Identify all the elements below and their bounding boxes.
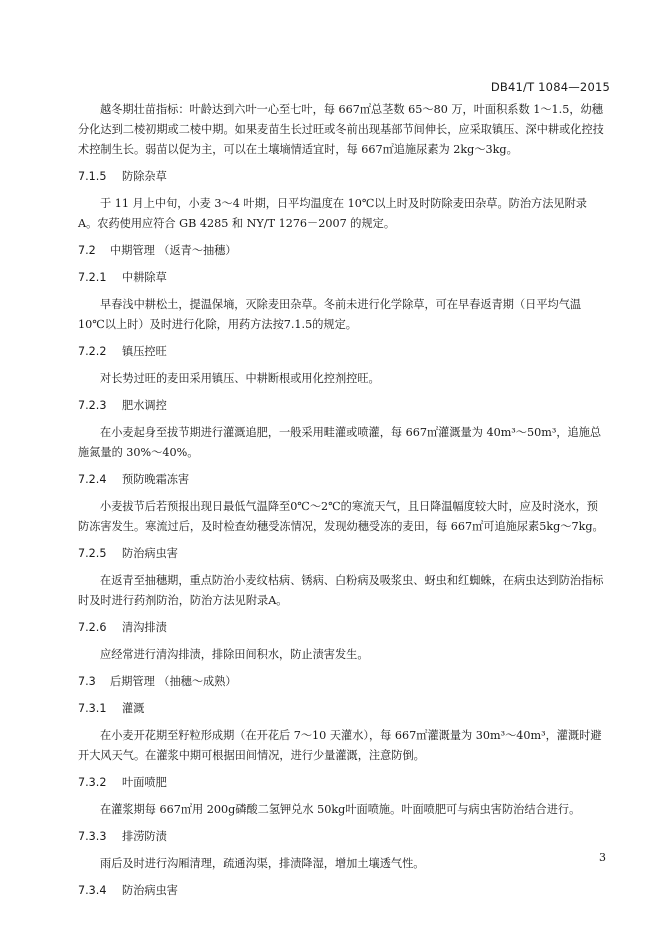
heading-number: 7.2.2 (78, 345, 107, 358)
heading-number: 7.3.1 (78, 702, 107, 715)
heading-number: 7.2.5 (78, 547, 107, 560)
subsection-heading (78, 342, 608, 362)
subsection-heading (78, 167, 608, 187)
heading-number: 7.1.5 (78, 170, 107, 183)
heading-title: 中耕除草 (122, 271, 167, 284)
body-paragraph: 越冬期壮苗指标：叶龄达到六叶一心至七叶，每 667㎡总茎数 65～80 万，叶面积系数 1～1.5，幼穗分化达到二棱初期或二棱中期。如果麦苗生长过旺或冬前出现基部节间伸长，应采取镇压、深中耕或化控技术控制生长。弱苗以促为主，可以在土壤墒情适宜时，每 667㎡追施尿素为 2kg～3kg。 (78, 103, 604, 156)
subsection-heading (78, 396, 608, 416)
heading-title: 清沟排渍 (122, 621, 167, 634)
body-paragraph: 在灌浆期每 667㎡用 200g磷酸二氢钾兑水 50kg叶面喷施。叶面喷肥可与病虫害防治结合进行。 (100, 803, 581, 816)
heading-title: 肥水调控 (122, 399, 167, 412)
heading-title: 灌溉 (122, 702, 145, 715)
section-heading (78, 672, 608, 692)
standard-number: DB41/T 1084—2015 (490, 80, 610, 94)
heading-number: 7.3.2 (78, 776, 107, 789)
heading-number: 7.2.6 (78, 621, 107, 634)
heading-title: 防治病虫害 (122, 884, 178, 897)
subsection-heading (78, 618, 608, 638)
heading-number: 7.2.4 (78, 473, 107, 486)
subsection-heading (78, 773, 608, 793)
subsection-heading (78, 881, 608, 901)
heading-number: 7.2.1 (78, 271, 107, 284)
heading-title: 防除杂草 (122, 170, 167, 183)
heading-number: 7.2.3 (78, 399, 107, 412)
heading-number: 7.3.4 (78, 884, 107, 897)
heading-number: 7.2 (78, 244, 96, 257)
body-paragraph: 对长势过旺的麦田采用镇压、中耕断根或用化控剂控旺。 (100, 372, 380, 385)
body-paragraph: 在小麦起身至拔节期进行灌溉追肥，一般采用畦灌或喷灌，每 667㎡灌溉量为 40m³～50m³，追施总施氮量的 30%～40%。 (78, 426, 602, 459)
page-number: 3 (599, 851, 606, 864)
heading-title: 防治病虫害 (122, 547, 178, 560)
heading-title: 排涝防渍 (122, 830, 167, 843)
section-heading (78, 241, 608, 261)
heading-number: 7.3 (78, 675, 96, 688)
subsection-heading (78, 470, 608, 490)
body-paragraph: 在返青至抽穗期，重点防治小麦纹枯病、锈病、白粉病及吸浆虫、蚜虫和红蜘蛛，在病虫达到防治指标时及时进行药剂防治，防治方法见附录A。 (78, 574, 604, 607)
document-body (78, 100, 608, 901)
heading-title: 叶面喷肥 (122, 776, 167, 789)
heading-number: 7.3.3 (78, 830, 107, 843)
subsection-heading (78, 827, 608, 847)
subsection-heading (78, 699, 608, 719)
body-paragraph: 应经常进行清沟排渍，排除田间积水，防止渍害发生。 (100, 648, 369, 661)
heading-title: 镇压控旺 (122, 345, 167, 358)
heading-title: 预防晚霜冻害 (122, 473, 190, 486)
heading-title: 后期管理 （抽穗～成熟） (110, 675, 237, 688)
heading-title: 中期管理 （返青～抽穗） (110, 244, 237, 257)
body-paragraph: 小麦拔节后若预报出现日最低气温降至0℃～2℃的寒流天气，且日降温幅度较大时，应及时浇水，预防冻害发生。寒流过后，及时检查幼穗受冻情况，发现幼穗受冻的麦田，每 667㎡可追施尿素5kg～7kg。 (78, 500, 604, 533)
body-paragraph: 于 11 月上中旬，小麦 3～4 叶期，日平均温度在 10℃以上时及时防除麦田杂草。防治方法见附录 A。农药使用应符合 GB 4285 和 NY/T 1276－2007 的规定。 (78, 197, 587, 230)
subsection-heading (78, 268, 608, 288)
body-paragraph: 早春浅中耕松土，提温保墒，灭除麦田杂草。冬前未进行化学除草，可在早春返青期（日平均气温 10℃以上时）及时进行化除，用药方法按7.1.5的规定。 (78, 298, 582, 331)
body-paragraph: 雨后及时进行沟厢清理，疏通沟渠，排渍降湿，增加土壤透气性。 (100, 857, 425, 870)
body-paragraph: 在小麦开花期至籽粒形成期（在开花后 7～10 天灌水），每 667㎡灌溉量为 30m³～40m³，灌溉时避开大风天气。在灌浆中期可根据田间情况，进行少量灌溉，注意防倒。 (78, 729, 602, 762)
subsection-heading (78, 544, 608, 564)
